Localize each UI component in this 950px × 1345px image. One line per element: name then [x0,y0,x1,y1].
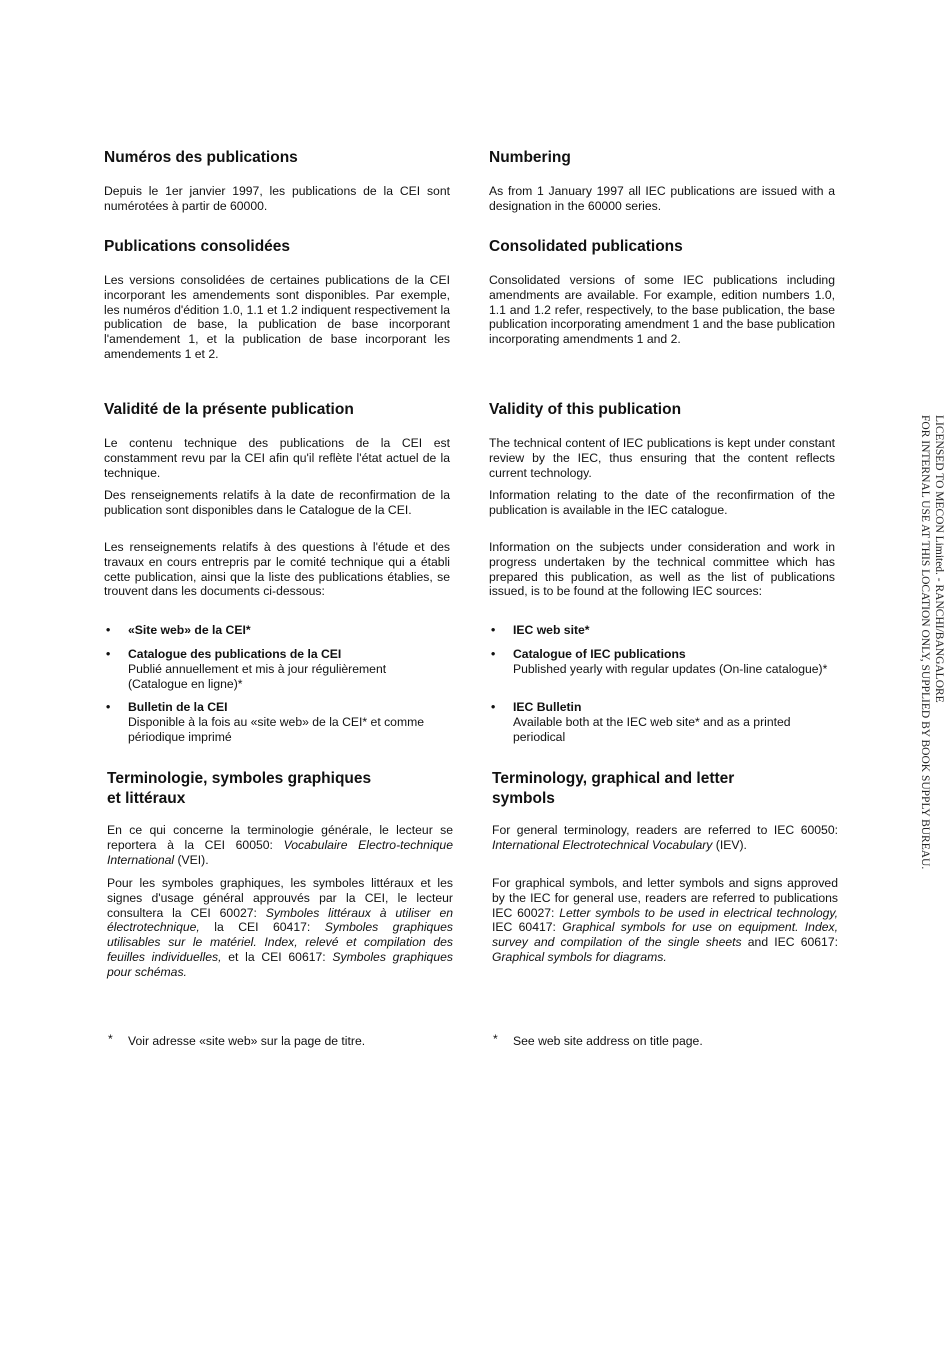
license-line-1: LICENSED TO MECON Limited. - RANCHI/BANGALORE [933,415,945,703]
asterisk-icon: * [108,1032,113,1046]
en-validity-heading: Validity of this publication [489,401,682,418]
en-terminology-p2: For graphical symbols, and letter symbols and signs approved by the IEC for general use, readers are referred to publications IEC 60027: Letter symbols to be used in electrical technology, IEC 60417: Graphical symbols for use on equipment. Index, survey and compilation of the single sheets and IEC 60617: Graphical symbols for diagrams. [492,876,838,964]
en-numbering-text: As from 1 January 1997 all IEC publications are issued with a designation in the 60000 series. [489,184,835,213]
list-item: • IEC Bulletin Available both at the IEC web site* and as a printed periodical [491,700,791,744]
bullet-icon: • [106,700,111,714]
license-line-2: FOR INTERNAL USE AT THIS LOCATION ONLY, SUPPLIED BY BOOK SUPPLY BUREAU. [919,415,931,870]
en-terminology-heading: Terminology, graphical and letter symbols [492,770,735,807]
list-item: • Catalogue of IEC publications Published yearly with regular updates (On-line catalogue)* [491,647,828,676]
fr-terminology-heading: Terminologie, symboles graphiques et littéraux [107,770,372,807]
en-numbering-heading: Numbering [489,149,571,166]
bullet-icon: • [491,623,496,637]
list-item: • IEC web site* [491,623,590,637]
fr-validity-p2: Des renseignements relatifs à la date de reconfirmation de la publication sont disponibles dans le Catalogue de la CEI. [104,488,450,517]
license-stamp [918,415,948,935]
fr-consolidated-heading: Publications consolidées [104,238,291,255]
fr-terminology-p2: Pour les symboles graphiques, les symboles littéraux et les signes d'usage général approuvés par la CEI, le lecteur consultera la CEI 60027: Symboles littéraux à utiliser en électrotechnique, la CEI 60417: Symboles graphiques utilisables sur le matériel. Index, relevé et compilation des feuilles individuelles, et la CEI 60617: Symboles graphiques pour schémas. [107,876,454,979]
bullet-icon: • [491,647,496,661]
fr-validity-heading: Validité de la présente publication [104,401,354,418]
list-item: • «Site web» de la CEI* [106,623,251,637]
en-validity-p1: The technical content of IEC publications is kept under constant review by the IEC, thus ensuring that the content reflects current technology. [489,436,835,480]
fr-terminology-p1: En ce qui concerne la terminologie générale, le lecteur se reportera à la CEI 60050: Vocabulaire Electro-technique International (VEI). [107,823,453,867]
en-validity-p2: Information relating to the date of the reconfirmation of the publication is available in the IEC catalogue. [489,488,835,517]
asterisk-icon: * [493,1032,498,1046]
bullet-icon: • [106,623,111,637]
list-item: • Catalogue des publications de la CEI Publié annuellement et mis à jour régulièrement (Catalogue en ligne)* [106,647,387,691]
en-consolidated-heading: Consolidated publications [489,238,683,255]
fr-validity-p3: Les renseignements relatifs à des questions à l'étude et des travaux en cours entrepris par le comité technique qui a établi cette publication, ainsi que la liste des publications établies, se trouvent dans les documents ci-dessous: [104,540,450,599]
fr-numbering-heading: Numéros des publications [104,149,298,166]
bullet-icon: • [491,700,496,714]
list-item: • Bulletin de la CEI Disponible à la fois au «site web» de la CEI* et comme périodique imprimé [106,700,425,744]
bullet-icon: • [106,647,111,661]
en-validity-p3: Information on the subjects under consideration and work in progress undertaken by the technical committee which has prepared this publication, as well as the list of publications issued, is to be found at the following IEC sources: [489,540,835,599]
fr-validity-p1: Le contenu technique des publications de la CEI est constamment revu par la CEI afin qu'il reflète l'état actuel de la technique. [104,436,450,480]
en-terminology-p1: For general terminology, readers are referred to IEC 60050: International Electrotechnical Vocabulary (IEV). [492,823,838,852]
fr-consolidated-text: Les versions consolidées de certaines publications de la CEI incorporant les amendements sont disponibles. Par exemple, les numéros d'édition 1.0, 1.1 et 1.2 indiquent respectivement la publication de base, la publication de base incorporant l'amendement 1, et la publication de base incorporant les amendements 1 et 2. [104,273,450,361]
fr-numbering-text: Depuis le 1er janvier 1997, les publications de la CEI sont numérotées à partir de 60000. [104,184,450,213]
en-consolidated-text: Consolidated versions of some IEC publications including amendments are available. For example, edition numbers 1.0, 1.1 and 1.2 refer, respectively, to the base publication, the base publication incorporating amendment 1 and the base publication incorporating amendments 1 and 2. [489,273,835,347]
